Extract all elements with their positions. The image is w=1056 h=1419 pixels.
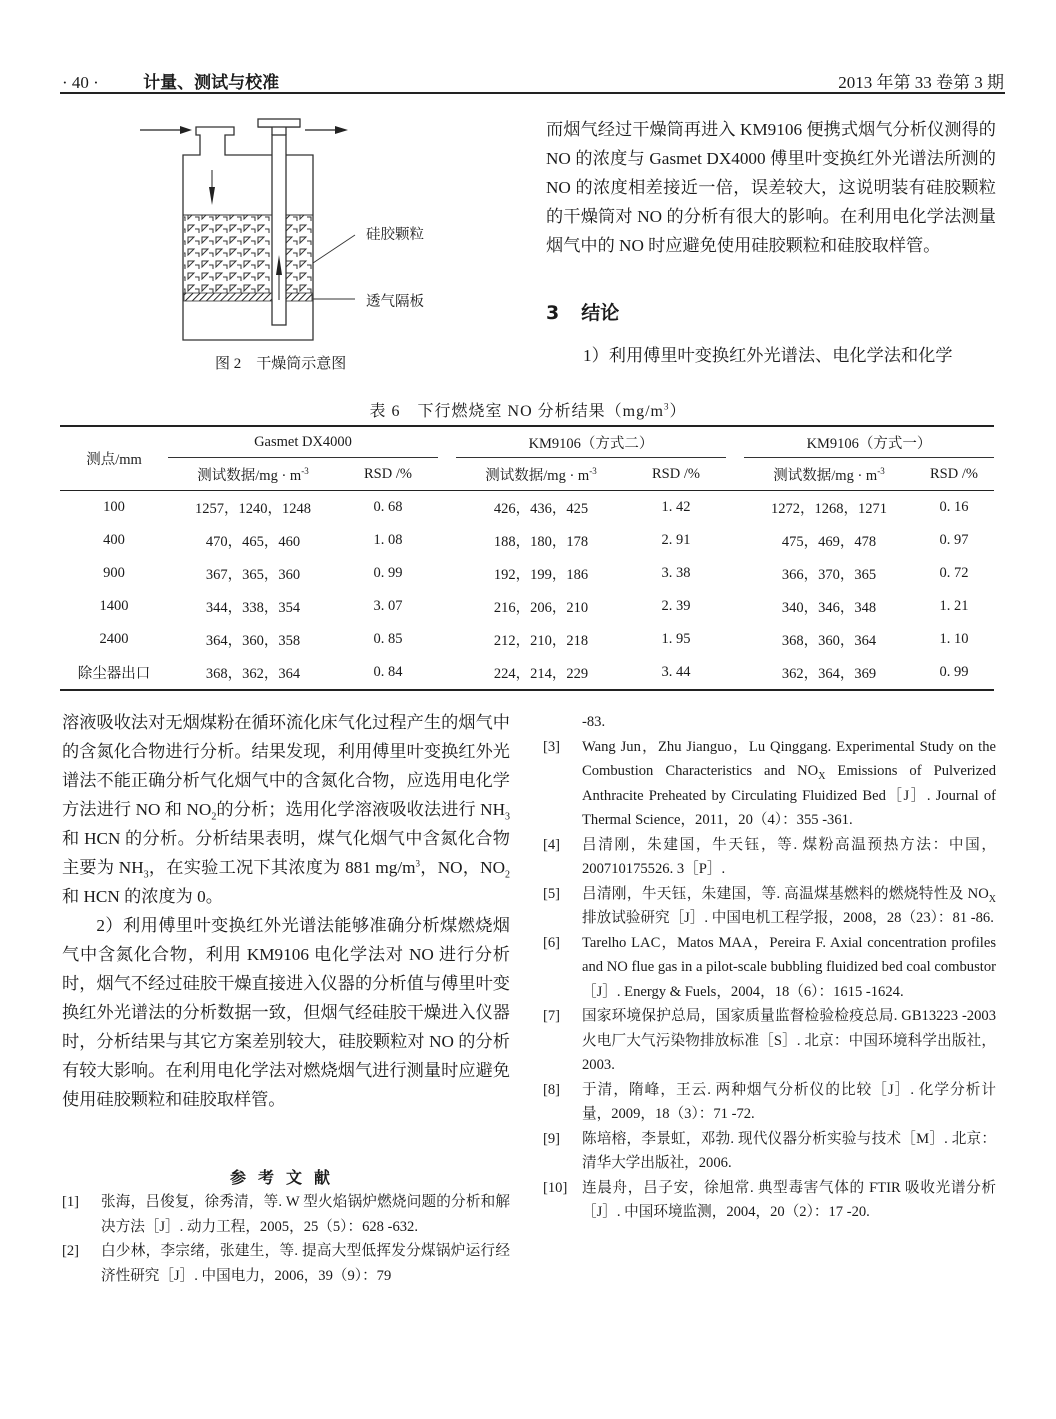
reference-item	[543, 1078, 996, 1127]
reference-item	[543, 735, 996, 833]
reference-number: [8]	[543, 1081, 561, 1098]
table-row	[60, 557, 994, 590]
right-column-paragraph	[546, 115, 996, 260]
cell-mode1-rsd: 0. 99	[914, 656, 994, 690]
reference-text: 连晨舟，吕子安，徐旭常. 典型毒害气体的 FTIR 吸收光谱分析［J］. 中国环境监测，2004，20（2）：17 -20.	[582, 1179, 996, 1220]
table-row	[60, 491, 994, 525]
reference-item	[543, 1176, 996, 1225]
cell-mode1-data: 366，370，365	[781, 567, 877, 583]
reference-number: [4]	[543, 836, 561, 853]
reference-item	[543, 1004, 996, 1078]
conclusion-item-1-start: 1）利用傅里叶变换红外光谱法、电化学法和化学	[583, 346, 953, 365]
cell-gasmet-data: 470，465，460	[205, 534, 301, 550]
cell-point: 1400	[99, 598, 129, 614]
cell-mode2-rsd: 1. 42	[661, 499, 691, 515]
paragraph: 而烟气经过干燥筒再进入 KM9106 便携式烟气分析仪测得的 NO 的浓度与 Gasmet DX4000 傅里叶变换红外光谱法所测的 NO 的浓度相差接近一倍，误差较大，这说明装有硅胶颗粒的干燥筒对 NO 的分析有很大的影响。在利用电化学法测量烟气中的 NO 时应避免使用硅胶颗粒和硅胶取样管。	[546, 120, 996, 255]
reference-number: [1]	[62, 1194, 80, 1210]
reference-item	[543, 1127, 996, 1176]
cell-point: 900	[103, 565, 125, 581]
reference-text: 吕清刚，牛天钰，朱建国，等. 高温煤基燃料的燃烧特性及 $NO_X$排放试验研究［J］. 中国电机工程学报，2008，28（23）：81 -86.	[582, 885, 996, 926]
cell-mode2-data: 188，180，178	[493, 534, 589, 550]
cell-mode2-data: 224，214，229	[456, 656, 626, 690]
group-header-km9106-mode1: KM9106（方式一）	[744, 426, 994, 458]
conclusion-item-2: 2）利用傅里叶变换红外光谱法能够准确分析煤燃烧烟气中含氮化合物，利用 KM9106 电化学法对 NO 进行分析时，烟气不经过硅胶干燥直接进入仪器的分析值与傅里叶变换红外光谱法的分析数据一致，但烟气经硅胶干燥进入仪器时，分析结果与其它方案差别较大，硅胶颗粒对 NO 的分析有较大影响。在利用电化学法对燃烧烟气进行测量时应避免使用硅胶颗粒和硅胶取样管。	[62, 916, 510, 1109]
cell-mode1-rsd: 0. 16	[939, 499, 969, 515]
cell-mode2-rsd: 2. 39	[661, 598, 691, 614]
leader-silica	[313, 235, 355, 263]
cell-mode1-rsd: 1. 10	[939, 631, 969, 647]
reference-text: 国家环境保护总局，国家质量监督检验检疫总局. GB13223 -2003 火电厂大气污染物排放标准［S］. 北京：中国环境科学出版社，2003.	[582, 1008, 996, 1073]
cell-gasmet-rsd: 0. 84	[338, 656, 438, 690]
subheader-rsd: RSD /%	[338, 458, 438, 491]
reference-number: [3]	[543, 738, 561, 755]
cell-mode1-data: 475，469，478	[781, 534, 877, 550]
cell-mode1-data: 362，364，369	[744, 656, 914, 690]
conclusion-item-1-continued: 溶液吸收法对无烟煤粉在循环流化床气化过程产生的烟气中的含氮化合物进行分析。结果发现，利用傅里叶变换红外光谱法不能正确分析气化烟气中的含氮化合物，应选用电化学方法进行 NO 和 $NO_2$的分析；选用化学溶液吸收法进行 $NH_3$和 HCN 的分析。分析结果表明，煤气化烟气中含氮化合物主要为 $NH_3$，在实验工况下其浓度为 881 $mg/m^3$，NO，$NO_2$ 和 HCN 的浓度为 0。	[62, 713, 511, 906]
group-header-km9106-mode2: KM9106（方式二）	[456, 426, 726, 458]
subheader-rsd: RSD /%	[626, 458, 726, 491]
table-caption-end: ）	[669, 403, 687, 420]
cell-gasmet-rsd: 0. 68	[373, 499, 403, 515]
section-heading	[546, 298, 619, 325]
reference-number: [10]	[543, 1179, 568, 1196]
cell-gasmet-rsd: 1. 08	[373, 532, 403, 548]
cell-gasmet-rsd: 3. 07	[373, 598, 403, 614]
cell-mode2-rsd: 2. 91	[661, 532, 691, 548]
reference-text: 白少林，李宗绪，张建生，等. 提高大型低挥发分煤锅炉运行经济性研究［J］. 中国电力，2006，39（9）：79	[101, 1243, 510, 1284]
figure-caption: 图 2 干燥筒示意图	[215, 356, 347, 372]
cell-gasmet-data: 368，362，364	[168, 656, 338, 690]
cell-mode1-data: 1272，1268，1271	[771, 501, 887, 517]
cell-point: 除尘器出口	[60, 656, 168, 690]
header-rule	[60, 92, 1005, 94]
cell-point: 2400	[99, 631, 129, 647]
col-header-point: 测点/mm	[60, 426, 168, 491]
cell-point: 100	[103, 499, 125, 515]
cell-gasmet-data: 367，365，360	[205, 567, 301, 583]
cell-gasmet-data: 1257，1240，1248	[195, 501, 311, 517]
subheader-data: 测试数据$/mg \cdot m^{-3}$	[744, 458, 914, 491]
cell-mode2-rsd: 1. 95	[661, 631, 691, 647]
reference-text: -83.	[582, 714, 606, 730]
journal-name: 计量、测试与校准	[143, 73, 280, 93]
group-header-gasmet: Gasmet DX4000	[168, 426, 438, 458]
cell-mode1-rsd: 0. 72	[939, 565, 969, 581]
reference-number: [5]	[543, 885, 561, 902]
subheader-data: 测试数据$/mg \cdot m^{-3}$	[456, 458, 626, 491]
table-row	[60, 623, 994, 656]
reference-text: 张海，吕俊复，徐秀清，等. W 型火焰锅炉燃烧问题的分析和解决方法［J］. 动力工程，2005，25（5）：628 -632.	[101, 1194, 510, 1235]
reference-number: [9]	[543, 1130, 561, 1147]
left-column-body	[62, 708, 510, 1114]
cell-mode2-rsd: 3. 38	[661, 565, 691, 581]
cell-mode1-rsd: 0. 97	[939, 532, 969, 548]
dryer-diagram	[130, 115, 440, 375]
cell-mode2-data: 212，210，218	[493, 633, 589, 649]
cell-gasmet-rsd: 0. 99	[373, 565, 403, 581]
silica-gel-bed	[184, 215, 312, 293]
label-permeable-plate: 透气隔板	[366, 294, 424, 310]
table-caption-sup: 3	[663, 401, 670, 412]
references-right	[543, 710, 996, 1225]
reference-item	[62, 1190, 510, 1239]
page-number: · 40 ·	[62, 73, 99, 92]
subheader-rsd: RSD /%	[914, 458, 994, 491]
subheader-data: 测试数据$/mg \cdot m^{-3}$	[168, 458, 338, 491]
section-number: 3	[546, 302, 560, 324]
reference-text: 陈培榕，李景虹，邓勃. 现代仪器分析实验与技术［M］. 北京：清华大学出版社，2006.	[582, 1130, 996, 1171]
running-header-left	[62, 68, 279, 93]
cell-mode1-data: 340，346，348	[781, 600, 877, 616]
reference-text: 吕清刚，朱建国，牛天钰，等. 煤粉高温预热方法：中国，200710175526. 3［P］.	[582, 836, 996, 877]
cell-mode2-data: 216，206，210	[493, 600, 589, 616]
table-row	[60, 524, 994, 557]
reference-item	[543, 882, 996, 931]
reference-number: [7]	[543, 1008, 561, 1024]
cell-mode2-data: 426，436，425	[493, 501, 589, 517]
reference-item	[543, 710, 996, 735]
references-left	[62, 1190, 510, 1288]
results-table	[60, 425, 994, 691]
reference-item	[62, 1239, 510, 1288]
cell-point: 400	[103, 532, 125, 548]
reference-number: [2]	[62, 1243, 80, 1259]
table-caption-text: 表 6 下行燃烧室 NO 分析结果（mg/m	[369, 403, 664, 420]
cell-gasmet-data: 364，360，358	[205, 633, 301, 649]
reference-item	[543, 931, 996, 1005]
reference-text: Wang Jun，Zhu Jianguo，Lu Qinggang. Experimental Study on the Combustion Characteristics and $NO_X$ Emissions of Pulverized Anthracite Preheated by Circulating Fluidized Bed［J］. Journal of Thermal Science，2011，20（4）：355 -361.	[582, 738, 996, 828]
cell-mode2-rsd: 3. 44	[626, 656, 726, 690]
references-title: 参考文献	[229, 1168, 342, 1187]
section-title: 结论	[581, 302, 620, 324]
cell-mode2-data: 192，199，186	[493, 567, 589, 583]
reference-number: [6]	[543, 934, 561, 951]
reference-text: 于清，隋峰，王云. 两种烟气分析仪的比较［J］. 化学分析计量，2009，18（3）：71 -72.	[582, 1081, 996, 1122]
table-caption	[0, 398, 1056, 421]
reference-text: Tarelho LAC，Matos MAA，Pereira F. Axial concentration profiles and NO flue gas in a pilot-scale bubbling fluidized bed coal combustor［J］. Energy & Fuels，2004，18（6）：1615 -1624.	[582, 934, 996, 1000]
cell-mode1-data: 368，360，364	[781, 633, 877, 649]
table-row	[60, 656, 994, 690]
permeable-plate	[184, 293, 312, 301]
reference-item	[543, 833, 996, 882]
issue-info: 2013 年第 33 卷第 3 期	[838, 73, 1004, 92]
cell-mode1-rsd: 1. 21	[939, 598, 969, 614]
table-row	[60, 590, 994, 623]
label-silica-gel: 硅胶颗粒	[366, 227, 424, 243]
cell-gasmet-data: 344，338，354	[205, 600, 301, 616]
cell-gasmet-rsd: 0. 85	[373, 631, 403, 647]
